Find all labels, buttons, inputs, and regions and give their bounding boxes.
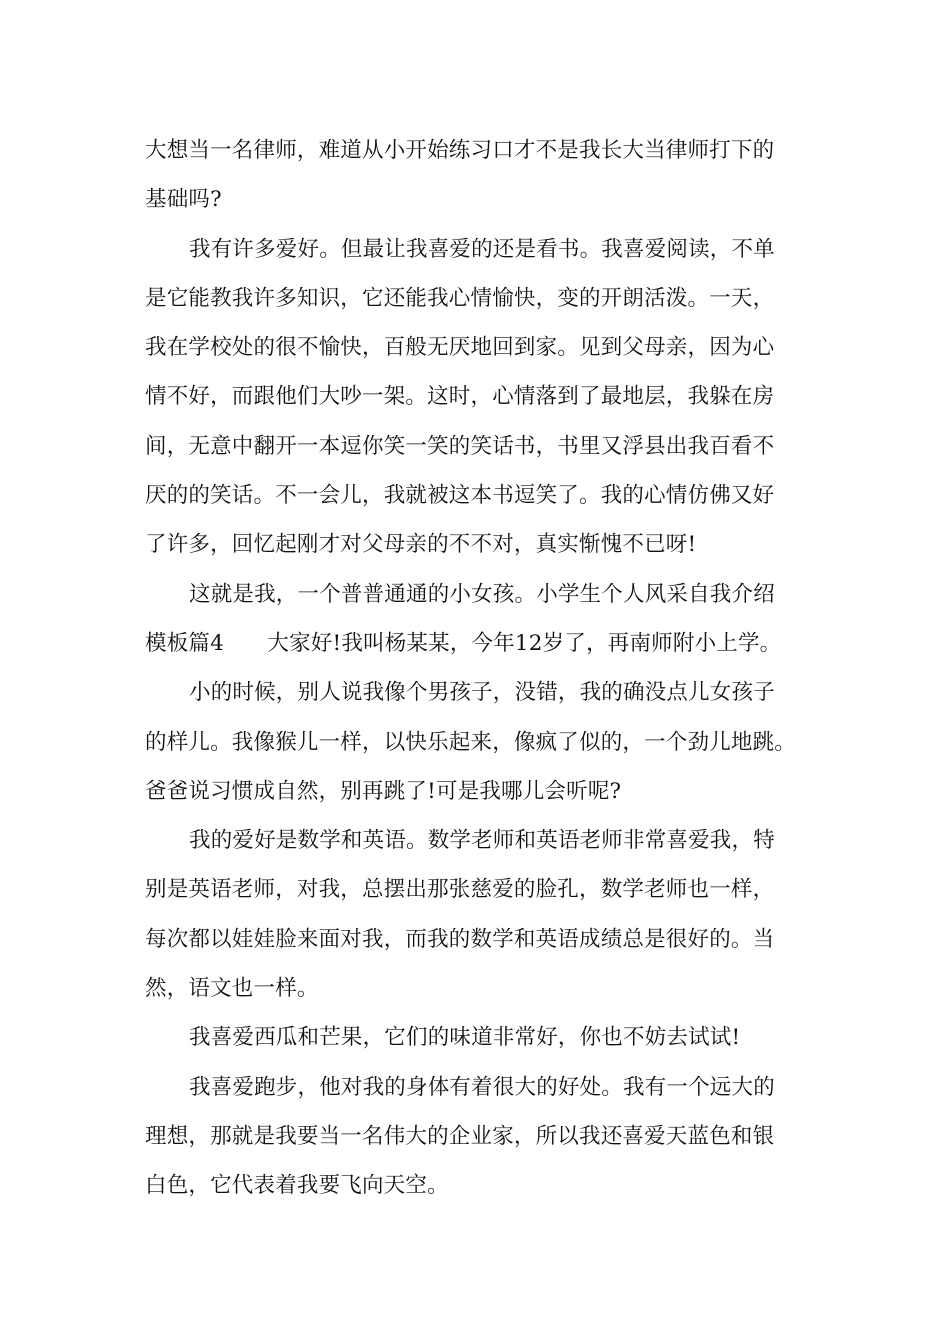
text-line: 我在学校处的很不愉快，百般无厌地回到家。见到父母亲，因为心 bbox=[145, 335, 775, 361]
text-line: 然，语文也一样。 bbox=[145, 976, 319, 1002]
text-line: 的样儿。我像猴儿一样，以快乐起来，像疯了似的，一个劲儿地跳。 bbox=[145, 729, 797, 755]
text-line: 间，无意中翻开一本逗你笑一笑的笑话书，书里又浮县出我百看不 bbox=[145, 433, 775, 459]
paragraph-start-line: 小的时候，别人说我像个男孩子，没错，我的确没点儿女孩子 bbox=[189, 680, 775, 706]
paragraph-start-line: 这就是我，一个普普通通的小女孩。小学生个人风采自我介绍 bbox=[189, 581, 775, 607]
paragraph-start-line: 我喜爱跑步，他对我的身体有着很大的好处。我有一个远大的 bbox=[189, 1074, 775, 1100]
text-line: 每次都以娃娃脸来面对我，而我的数学和英语成绩总是很好的。当 bbox=[145, 926, 775, 952]
text-line: 厌的的笑话。不一会儿，我就被这本书逗笑了。我的心情仿佛又好 bbox=[145, 483, 775, 509]
text-line: 别是英语老师，对我，总摆出那张慈爱的脸孔，数学老师也一样， bbox=[145, 877, 775, 903]
document-body bbox=[145, 126, 835, 1211]
text-line: 情不好，而跟他们大吵一架。这时，心情落到了最地层，我躲在房 bbox=[145, 384, 775, 410]
text-line: 是它能教我许多知识，它还能我心情愉快，变的开朗活泼。一天， bbox=[145, 285, 775, 311]
text-line: 了许多，回忆起刚才对父母亲的不不对，真实惭愧不已呀! bbox=[145, 532, 697, 558]
text-line: 白色，它代表着我要飞向天空。 bbox=[145, 1173, 449, 1199]
paragraph-start-line: 我的爱好是数学和英语。数学老师和英语老师非常喜爱我，特 bbox=[189, 828, 775, 854]
text-line: 大想当一名律师，难道从小开始练习口才不是我长大当律师打下的 bbox=[145, 138, 775, 163]
text-line: 爸爸说习惯成自然，别再跳了!可是我哪儿会听呢? bbox=[145, 778, 622, 804]
paragraph-start-line: 我有许多爱好。但最让我喜爱的还是看书。我喜爱阅读，不单 bbox=[189, 236, 775, 262]
text-line: 理想，那就是我要当一名伟大的企业家，所以我还喜爱天蓝色和银 bbox=[145, 1123, 775, 1149]
text-line: 模板篇4 大家好!我叫杨某某，今年12岁了，再南师附小上学。 bbox=[145, 630, 782, 656]
paragraph-start-line: 我喜爱西瓜和芒果，它们的味道非常好，你也不妨去试试! bbox=[189, 1025, 741, 1051]
text-line: 基础吗? bbox=[145, 187, 222, 213]
